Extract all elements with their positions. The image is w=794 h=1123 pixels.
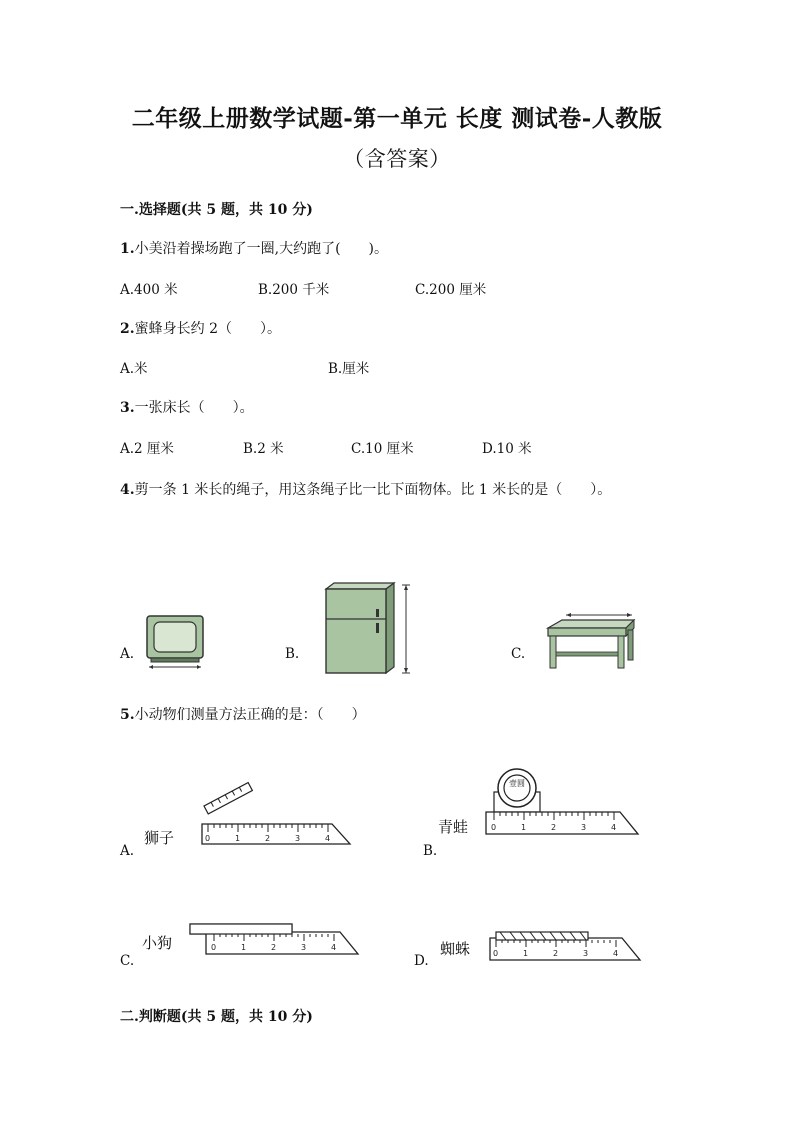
tv-illustration — [145, 614, 207, 670]
q4-option-c[interactable]: C. — [511, 646, 526, 662]
question-text: 蜜蜂身长约 2（ ）。 — [134, 321, 281, 337]
question-text: 一张床长（ ）。 — [134, 400, 254, 416]
coin-label: 壹圆 — [509, 779, 525, 788]
ruler-spider — [486, 928, 646, 964]
question-3 — [120, 397, 254, 417]
tick-label: 3 — [581, 823, 587, 832]
ruler-lion — [198, 798, 354, 850]
tick-label: 0 — [211, 943, 217, 952]
section-heading-choice: 一.选择题(共 5 题，共 10 分) — [120, 202, 313, 218]
question-5 — [120, 704, 366, 724]
q4-option-b[interactable]: B. — [285, 646, 300, 662]
question-number: 1. — [120, 241, 135, 257]
tick-label: 2 — [551, 823, 557, 832]
q5-option-a[interactable]: A. — [120, 843, 135, 859]
q4-option-a[interactable]: A. — [120, 646, 135, 662]
animal-label-frog: 青蛙 — [438, 818, 469, 836]
table-illustration — [546, 612, 638, 672]
q1-option-a[interactable]: A.400 米 — [120, 282, 178, 298]
tick-label: 4 — [613, 949, 619, 958]
q5-option-d[interactable]: D. — [414, 953, 429, 969]
page-subtitle: （含答案） — [343, 147, 451, 171]
question-number: 4. — [120, 482, 135, 498]
tick-label: 2 — [553, 949, 559, 958]
ruler-frog — [482, 768, 642, 838]
tick-label: 3 — [583, 949, 589, 958]
tick-label: 1 — [235, 834, 241, 843]
q1-option-b[interactable]: B.200 千米 — [258, 282, 330, 298]
q5-option-b[interactable]: B. — [423, 843, 438, 859]
q3-option-b[interactable]: B.2 米 — [243, 441, 284, 457]
question-2 — [120, 318, 281, 338]
tick-label: 4 — [331, 943, 337, 952]
question-text: 小动物们测量方法正确的是：（ ） — [134, 707, 366, 723]
q3-option-a[interactable]: A.2 厘米 — [120, 441, 174, 457]
section-heading-judgement: 二.判断题(共 5 题，共 10 分) — [120, 1009, 313, 1025]
tick-label: 1 — [523, 949, 529, 958]
animal-label-dog: 小狗 — [142, 934, 173, 952]
question-text: 小美沿着操场跑了一圈,大约跑了( )。 — [134, 241, 388, 257]
question-text: 剪一条 1 米长的绳子，用这条绳子比一比下面物体。比 1 米长的是（ ）。 — [134, 482, 612, 498]
question-number: 5. — [120, 707, 135, 723]
q3-option-c[interactable]: C.10 厘米 — [351, 441, 414, 457]
question-number: 2. — [120, 321, 135, 337]
animal-label-lion: 狮子 — [144, 829, 175, 847]
tick-label: 3 — [301, 943, 307, 952]
question-number: 3. — [120, 400, 135, 416]
ruler-dog — [186, 922, 364, 958]
question-4 — [120, 479, 611, 499]
tick-label: 0 — [491, 823, 497, 832]
tick-label: 2 — [265, 834, 271, 843]
tick-label: 0 — [205, 834, 211, 843]
q2-option-b[interactable]: B.厘米 — [328, 361, 370, 377]
q5-option-c[interactable]: C. — [120, 953, 135, 969]
tick-label: 4 — [611, 823, 617, 832]
question-1 — [120, 238, 388, 258]
tick-label: 3 — [295, 834, 301, 843]
tick-label: 1 — [241, 943, 247, 952]
tick-label: 4 — [325, 834, 331, 843]
fridge-illustration — [322, 581, 414, 676]
page-title: 二年级上册数学试题-第一单元 长度 测试卷-人教版 — [131, 105, 663, 132]
tick-label: 2 — [271, 943, 277, 952]
tick-label: 0 — [493, 949, 499, 958]
tick-label: 1 — [521, 823, 527, 832]
q1-option-c[interactable]: C.200 厘米 — [415, 282, 487, 298]
q2-option-a[interactable]: A.米 — [120, 361, 148, 377]
q3-option-d[interactable]: D.10 米 — [482, 441, 532, 457]
animal-label-spider: 蜘蛛 — [440, 940, 471, 958]
